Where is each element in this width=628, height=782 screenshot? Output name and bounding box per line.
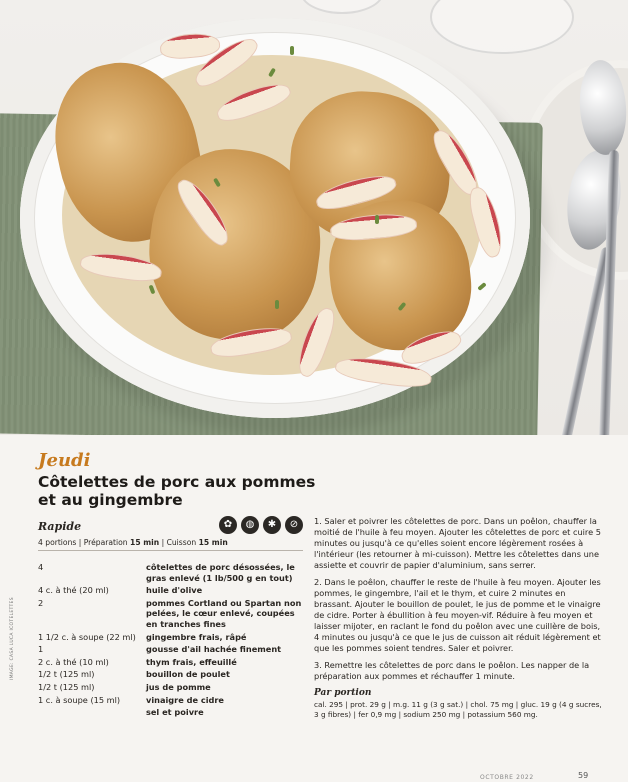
ingredient-name: sel et poivre — [146, 707, 204, 718]
ingredient-name: jus de pomme — [146, 681, 211, 692]
portions: 4 portions — [38, 538, 77, 547]
thyme-leaf — [290, 46, 294, 55]
ingredient-name: côtelettes de porc désossées, le gras enlevé (1 lb/500 g en tout) — [146, 562, 295, 583]
ingredient-qty: 2 c. à thé (10 ml) — [38, 656, 109, 667]
ingredient-name: gousse d'ail hachée finement — [146, 644, 282, 655]
day-label: Jeudi — [38, 450, 91, 471]
dairy-free-icon: ◍ — [241, 516, 259, 534]
ingredient-row — [38, 682, 303, 693]
quick-badge: Rapide — [38, 520, 82, 533]
ingredient-row — [38, 632, 303, 643]
egg-free-icon: ⊘ — [285, 516, 303, 534]
recipe-title: Côtelettes de porc aux pommes et au gingembre — [38, 473, 316, 509]
ingredient-qty: 1 1/2 c. à soupe (22 ml) — [38, 631, 136, 642]
step-3: 3. Remettre les côtelettes de porc dans le poêlon. Les napper de la préparation aux pommes et réchauffer 1 minute. — [314, 660, 590, 681]
ingredient-row — [38, 598, 303, 630]
method — [314, 516, 604, 720]
prep-label: Préparation — [83, 538, 128, 547]
ingredient-qty: 2 — [38, 597, 44, 608]
nutrition-heading: Par portion — [314, 688, 372, 698]
prep-time: 15 min — [130, 538, 160, 547]
nut-free-icon: ✱ — [263, 516, 281, 534]
ingredient-row — [38, 562, 303, 583]
cook-time: 15 min — [198, 538, 228, 547]
photo-credit: IMAGE: CASA LUCA ICOTELETTES — [10, 597, 15, 680]
ingredient-name: bouillon de poulet — [146, 669, 230, 680]
step-1: 1. Saler et poivrer les côtelettes de porc. Dans un poêlon, chauffer la moitié de l'huile à feu moyen. Ajouter les côtelettes de porc et cuire 5 minutes ou jusqu'à ce qu'elles soient encore légèrement rosées à l'intérieur (les retourner à mi-cuisson). Mettre les côtelettes dans une assiette et couvrir de papier d'aluminium, sans serrer. — [314, 516, 601, 570]
page-number: 59 — [578, 771, 589, 780]
ingredient-qty: 1/2 t (125 ml) — [38, 669, 95, 680]
ingredient-name: pommes Cortland ou Spartan non pelées, le cœur enlevé, coupées en tranches fines — [146, 597, 302, 629]
wine-glass — [300, 0, 384, 14]
wine-glass — [430, 0, 574, 54]
ingredient-qty: 4 — [38, 562, 44, 572]
ingredient-row — [38, 585, 303, 596]
ingredient-qty: 4 c. à thé (20 ml) — [38, 585, 109, 596]
ingredient-qty — [38, 707, 146, 718]
ingredient-qty: 1 — [38, 644, 44, 655]
ingredient-row — [38, 695, 303, 706]
thyme-leaf — [375, 215, 379, 224]
issue-date: OCTOBRE 2022 — [480, 774, 534, 781]
nutrition-facts: cal. 295 | prot. 29 g | m.g. 11 g (3 g sat.) | chol. 75 mg | gluc. 19 g (4 g sucres, 3 g fibres) | fer 0,9 mg | sodium 250 mg | potassium 560 mg. — [314, 700, 602, 719]
ingredient-name: gingembre frais, râpé — [146, 631, 247, 642]
gluten-free-icon: ✿ — [219, 516, 237, 534]
ingredient-name: huile d'olive — [146, 585, 203, 596]
recipe-meta: 4 portions | Préparation 15 min | Cuisson 15 min — [38, 538, 303, 551]
ingredient-row — [38, 644, 303, 655]
ingredient-row — [38, 669, 303, 680]
diet-icons — [219, 516, 303, 534]
ingredient-name: thym frais, effeuillé — [146, 656, 237, 667]
ingredient-qty: 1/2 t (125 ml) — [38, 681, 95, 692]
badge-row — [38, 516, 303, 536]
thyme-leaf — [275, 300, 279, 309]
ingredient-list — [38, 562, 303, 720]
ingredient-row — [38, 657, 303, 668]
ingredient-row — [38, 707, 303, 718]
cook-label: Cuisson — [166, 538, 197, 547]
ingredient-name: vinaigre de cidre — [146, 694, 224, 705]
ingredient-qty: 1 c. à soupe (15 ml) — [38, 694, 121, 705]
step-2: 2. Dans le poêlon, chauffer le reste de l'huile à feu moyen. Ajouter les pommes, le gingembre, l'ail et le thym, et cuire 2 minutes en brassant. Ajouter le bouillon de poulet, le jus de pomme et le vinaigre de cidre. Porter à ébullition à feu moyen-vif. Réduire à feu moyen et laisser mijoter, en raclant le fond du poêlon avec une cuillère de bois, 4 minutes ou jusqu'à ce que le jus de cuisson ait réduit légèrement et que les pommes soient tendres. Saler et poivrer. — [314, 577, 601, 653]
